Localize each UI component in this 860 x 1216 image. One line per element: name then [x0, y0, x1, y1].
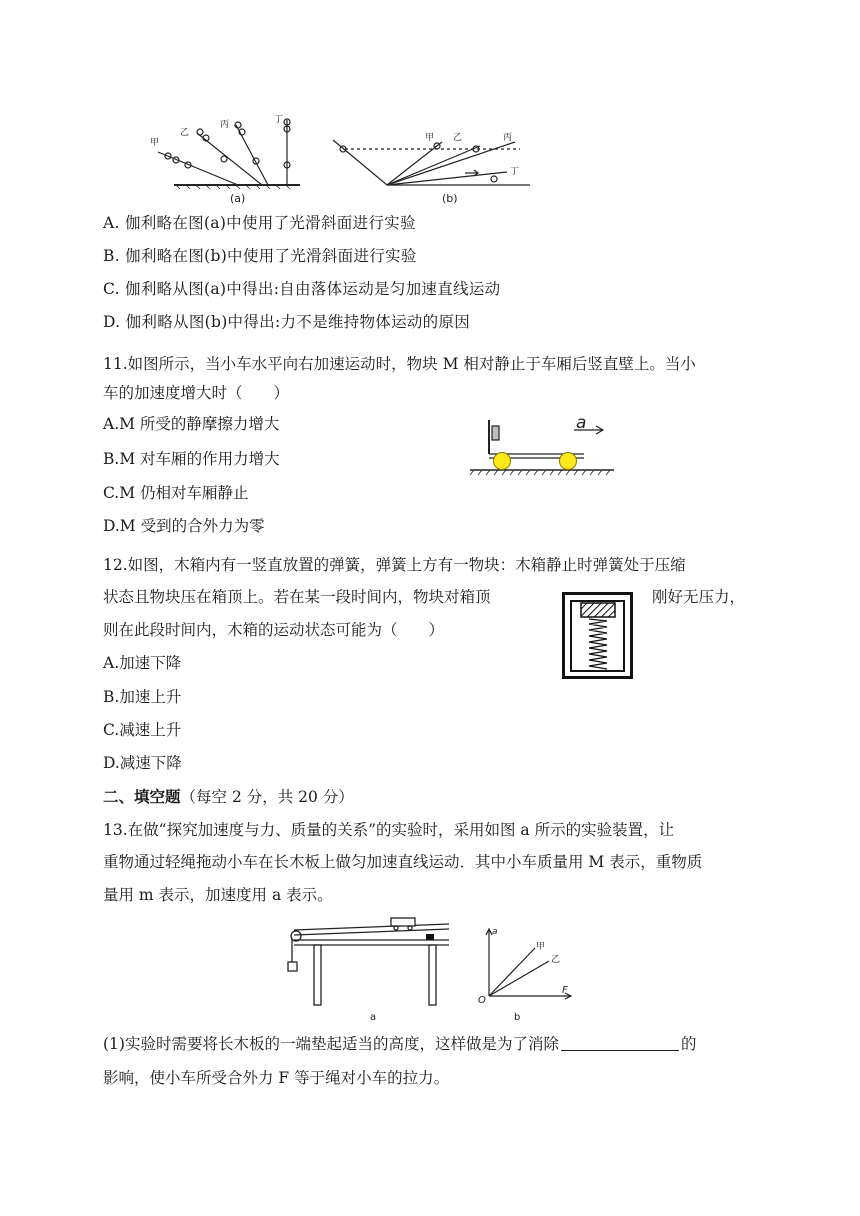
q13-sub1-pre: (1)实验时需要将长木板的一端垫起适当的高度，这样做是为了消除 — [103, 1035, 559, 1053]
fig-a-label-ding: 丁 — [274, 115, 284, 125]
graph-origin-label: O — [478, 995, 486, 1006]
cart-figure — [462, 412, 622, 480]
graph-line-yi: 乙 — [551, 955, 561, 965]
q13-line3: 量用 m 表示，加速度用 a 表示。 — [103, 886, 333, 904]
block — [581, 603, 615, 617]
apparatus-caption: a — [370, 1012, 377, 1023]
answer-blank[interactable] — [561, 1034, 679, 1051]
q13-line1: 13.在做“探究加速度与力、质量的关系”的实验时，采用如图 a 所示的实验装置，让 — [103, 821, 675, 839]
galileo-figure — [140, 112, 540, 208]
graph-line-jia: 甲 — [536, 942, 546, 952]
q13-sub1-line2: 影响，使小车所受合外力 F 等于绳对小车的拉力。 — [103, 1069, 450, 1087]
q13-line2: 重物通过轻绳拖动小车在长木板上做匀加速直线运动．其中小车质量用 M 表示，重物质 — [103, 853, 703, 871]
q10-option-d: D. 伽利略从图(b)中得出:力不是维持物体运动的原因 — [103, 313, 471, 331]
q12-option-c: C.减速上升 — [103, 721, 182, 739]
q13-sub1-post: 的 — [680, 1035, 697, 1053]
graph-caption: b — [514, 1012, 521, 1022]
cart-wheel-right — [560, 453, 577, 470]
q11-option-b: B.M 对车厢的作用力增大 — [103, 450, 280, 468]
spring — [589, 619, 607, 669]
q10-option-c: C. 伽利略从图(a)中得出:自由落体运动是匀加速直线运动 — [103, 280, 501, 298]
apparatus-figure — [284, 916, 460, 1024]
q12-stem-line2a: 状态且物块压在箱顶上。若在某一段时间内，物块对箱顶 — [103, 588, 491, 606]
fig-b-label-yi: 乙 — [453, 133, 463, 143]
figure-b — [333, 140, 530, 185]
graph-x-label: F — [562, 985, 568, 996]
fig-b-label-bing: 丙 — [503, 133, 513, 143]
fig-a-label-yi: 乙 — [180, 128, 190, 138]
q11-option-d: D.M 受到的合外力为零 — [103, 517, 265, 535]
q11-option-c: C.M 仍相对车厢静止 — [103, 484, 249, 502]
spring-box-figure — [562, 592, 634, 680]
q10-option-a: A. 伽利略在图(a)中使用了光滑斜面进行实验 — [103, 214, 416, 232]
q11-option-a: A.M 所受的静摩擦力增大 — [103, 415, 280, 433]
fig-b-label-jia: 甲 — [425, 133, 435, 143]
fig-a-label-jia: 甲 — [150, 138, 160, 148]
section-heading — [103, 785, 354, 809]
q12-option-b: B.加速上升 — [103, 688, 182, 706]
q11-stem-line2: 车的加速度增大时（ ） — [103, 384, 290, 402]
q10-option-b: B. 伽利略在图(b)中使用了光滑斜面进行实验 — [103, 247, 417, 265]
q12-stem-line2b: 刚好无压力， — [652, 588, 746, 606]
fig-a-caption: (a) — [230, 192, 246, 205]
q12-stem-line3: 则在此段时间内，木箱的运动状态可能为（ ） — [103, 621, 445, 639]
q12-option-a: A.加速下降 — [103, 654, 182, 672]
fig-b-label-ding: 丁 — [510, 167, 520, 177]
q12-stem-line1: 12.如图，木箱内有一竖直放置的弹簧，弹簧上方有一物块：木箱静止时弹簧处于压缩 — [103, 556, 686, 574]
q12-option-d: D.减速下降 — [103, 754, 182, 772]
acceleration-label: a — [576, 413, 587, 433]
graph-figure — [476, 922, 576, 1022]
q13-sub1-line1 — [103, 1032, 696, 1056]
cart-wheel-left — [494, 453, 511, 470]
fig-a-label-bing: 丙 — [220, 120, 230, 130]
q11-stem-line1: 11.如图所示，当小车水平向右加速运动时，物块 M 相对静止于车厢后竖直壁上。当小 — [103, 355, 696, 373]
section-title: 二、填空题 — [103, 787, 181, 806]
fig-b-caption: (b) — [442, 192, 458, 205]
section-note: （每空 2 分，共 20 分） — [180, 788, 354, 806]
graph-y-label: a — [492, 927, 498, 937]
